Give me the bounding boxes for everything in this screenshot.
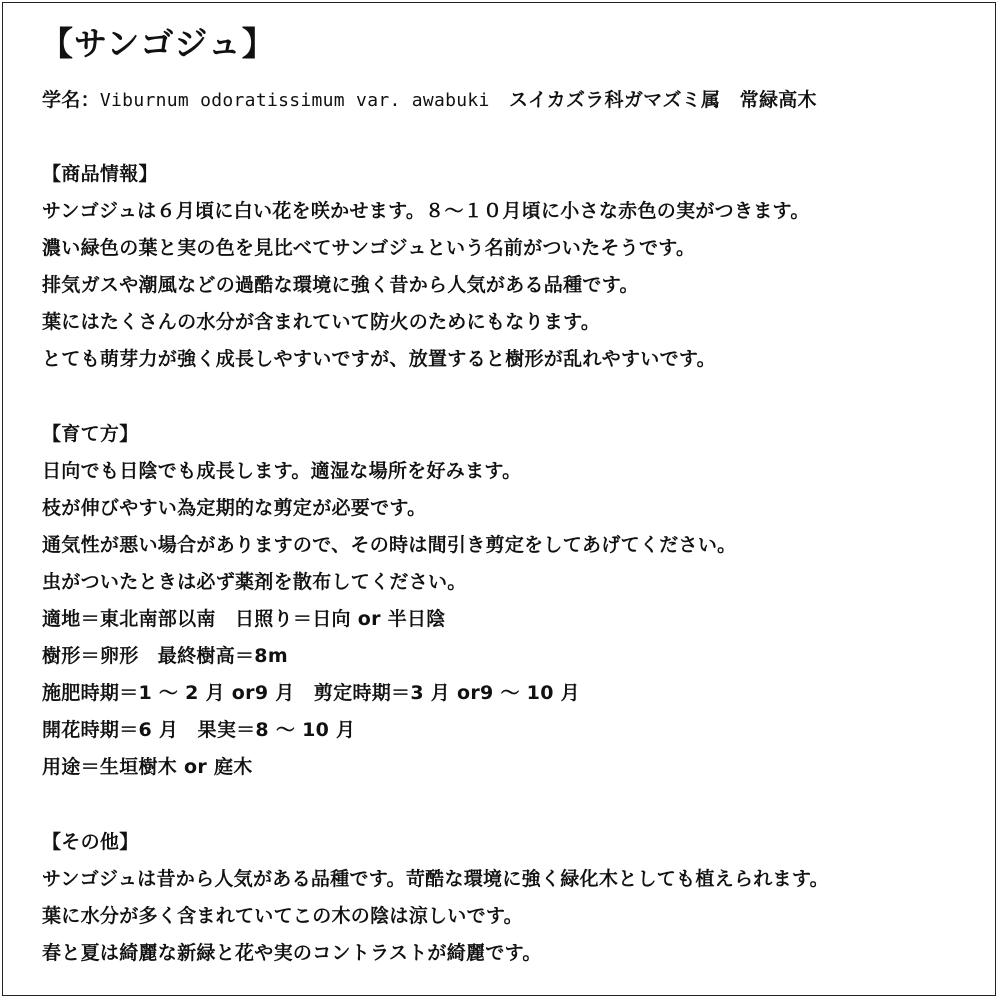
product-info-line: とても萌芽力が強く成長しやすいですが、放置すると樹形が乱れやすいです。 bbox=[42, 348, 716, 370]
other-line: サンゴジュは昔から人気がある品種です。苛酷な環境に強く緑化木としても植えられます。 bbox=[42, 868, 829, 890]
how-to-grow-line: 開花時期＝6 月 果実＝8 ～ 10 月 bbox=[42, 719, 356, 741]
other-line: 春と夏は綺麗な新緑と花や実のコントラストが綺麗です。 bbox=[42, 942, 542, 964]
how-to-grow-line: 枝が伸びやすい為定期的な剪定が必要です。 bbox=[42, 497, 427, 519]
product-info-line: サンゴジュは６月頃に白い花を咲かせます。８～１０月頃に小さな赤色の実がつきます。 bbox=[42, 200, 810, 222]
how-to-grow-heading: 【育て方】 bbox=[42, 423, 139, 445]
other-heading: 【その他】 bbox=[42, 831, 139, 853]
product-info-line: 葉にはたくさんの水分が含まれていて防火のためにもなります。 bbox=[42, 311, 601, 333]
scientific-name-line bbox=[42, 87, 817, 114]
how-to-grow-line: 適地＝東北南部以南 日照り＝日向 or 半日陰 bbox=[42, 608, 446, 630]
how-to-grow-line: 虫がついたときは必ず薬剤を散布してください。 bbox=[42, 571, 467, 593]
product-info-heading: 【商品情報】 bbox=[42, 163, 158, 185]
how-to-grow-line: 用途＝生垣樹木 or 庭木 bbox=[42, 756, 253, 778]
scientific-name-latin: Viburnum odoratissimum var. awabuki bbox=[99, 90, 490, 111]
product-info-line: 排気ガスや潮風などの過酷な環境に強く昔から人気がある品種です。 bbox=[42, 274, 639, 296]
how-to-grow-line: 施肥時期＝1 ～ 2 月 or9 月 剪定時期＝3 月 or9 ～ 10 月 bbox=[42, 682, 580, 704]
product-info-line: 濃い緑色の葉と実の色を見比べてサンゴジュという名前がついたそうです。 bbox=[42, 237, 696, 259]
how-to-grow-line: 日向でも日陰でも成長します。適湿な場所を好みます。 bbox=[42, 460, 522, 482]
scientific-name-prefix: 学名： bbox=[42, 89, 100, 111]
page-title: 【サンゴジュ】 bbox=[40, 24, 276, 63]
how-to-grow-line: 通気性が悪い場合がありますので、その時は間引き剪定をしてあげてください。 bbox=[42, 534, 737, 556]
scientific-name-family: スイカズラ科ガマズミ属 常緑高木 bbox=[489, 89, 817, 111]
other-line: 葉に水分が多く含まれていてこの木の陰は涼しいです。 bbox=[42, 905, 523, 927]
how-to-grow-line: 樹形＝卵形 最終樹高＝8m bbox=[42, 645, 288, 667]
